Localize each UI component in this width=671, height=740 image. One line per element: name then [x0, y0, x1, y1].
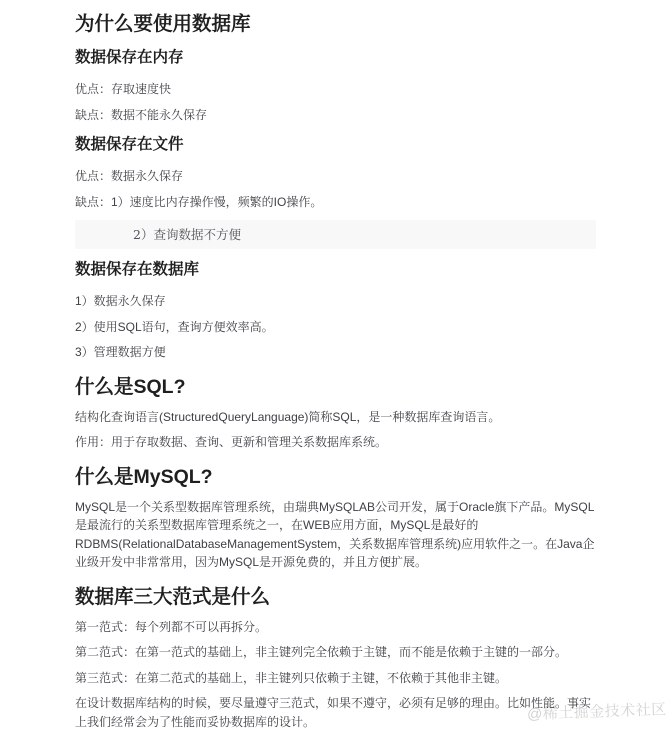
para-third-normal-form: 第三范式：在第二范式的基础上，非主键列只依赖于主键，不依赖于其他非主键。 — [75, 670, 508, 685]
heading-three-normal-forms: 数据库三大范式是什么 — [75, 585, 271, 608]
para-memory-pros: 优点：存取速度快 — [75, 82, 172, 96]
code-block-query-inconvenient: 2）查询数据不方便 — [75, 220, 596, 249]
para-mysql-description: MySQL是一个关系型数据库管理系统，由瑞典MySQLAB公司开发，属于Oracle旗下产品。MySQL是最流行的关系型数据库管理系统之一，在WEB应用方面，MySQL是最好的RDBMS(RelationalDatabaseManagementSystem，关系数据库管理系统)应用软件之一。在Java企业级开发中非常常用，因为MySQL是开源免费的，并且方便扩展。 — [75, 499, 595, 569]
heading-what-is-sql: 什么是SQL? — [75, 375, 186, 398]
watermark: @稀土掘金技术社区 — [526, 701, 667, 723]
para-file-cons: 缺点：1）速度比内存操作慢，频繁的IO操作。 — [75, 194, 323, 209]
para-normal-form-advice: 在设计数据库结构的时候，要尽量遵守三范式，如果不遵守，必须有足够的理由。比如性能。事实上我们经常会为了性能而妥协数据库的设计。 — [75, 696, 592, 729]
para-first-normal-form: 第一范式：每个列都不可以再拆分。 — [75, 619, 268, 634]
para-second-normal-form: 第二范式：在第一范式的基础上，非主键列完全依赖于主键，而不能是依赖于主键的一部分。 — [75, 645, 568, 659]
subheading-data-in-database: 数据保存在数据库 — [75, 261, 200, 278]
para-sql-definition: 结构化查询语言(StructuredQueryLanguage)简称SQL，是一种数据库查询语言。 — [75, 409, 501, 424]
para-sql-purpose: 作用：用于存取数据、查询、更新和管理关系数据库系统。 — [75, 435, 388, 449]
article — [75, 0, 596, 738]
heading-what-is-mysql: 什么是MySQL? — [75, 465, 213, 488]
subheading-data-in-memory: 数据保存在内存 — [75, 49, 184, 66]
para-db-point-3: 3）管理数据方便 — [75, 345, 166, 359]
para-memory-cons: 缺点：数据不能永久保存 — [75, 107, 208, 122]
para-file-pros: 优点：数据永久保存 — [75, 169, 184, 183]
heading-why-use-database: 为什么要使用数据库 — [75, 13, 251, 35]
para-db-point-2: 2）使用SQL语句，查询方便效率高。 — [75, 319, 274, 334]
para-db-point-1: 1）数据永久保存 — [75, 294, 166, 308]
subheading-data-in-file: 数据保存在文件 — [75, 136, 184, 153]
